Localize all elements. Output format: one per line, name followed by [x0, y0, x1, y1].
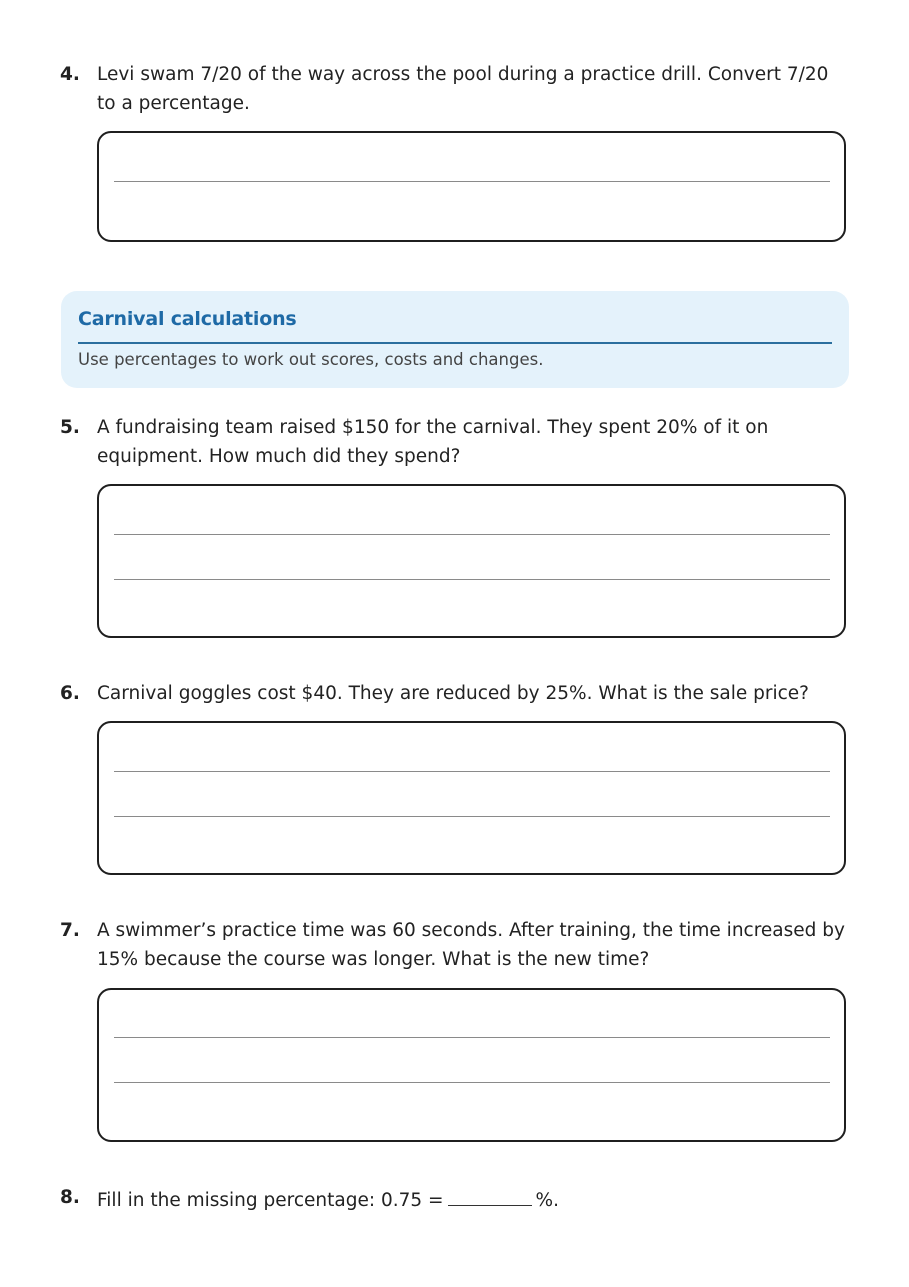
answer-line — [114, 1082, 830, 1083]
question-text-before: Fill in the missing percentage: 0.75 = — [97, 1190, 444, 1211]
question-number: 6. — [60, 683, 80, 704]
answer-line — [114, 534, 830, 535]
answer-box-5[interactable] — [97, 484, 846, 638]
answer-line — [114, 816, 830, 817]
question-text-after: %. — [535, 1190, 559, 1211]
question-text — [97, 1183, 850, 1215]
question-text: A swimmer’s practice time was 60 seconds. After training, the time increased by 15% because the course was longer. What is the new time? — [97, 920, 845, 970]
answer-line — [114, 181, 830, 182]
answer-box-7[interactable] — [97, 988, 846, 1142]
question-text: Levi swam 7/20 of the way across the pool during a practice drill. Convert 7/20 to a percentage. — [97, 64, 829, 114]
question-8 — [60, 1183, 850, 1215]
section-subtitle: Use percentages to work out scores, costs and changes. — [78, 350, 544, 369]
question-4 — [60, 60, 850, 118]
section-callout — [61, 291, 849, 388]
question-number: 7. — [60, 920, 80, 941]
question-6 — [60, 679, 850, 708]
answer-line — [114, 579, 830, 580]
question-number: 4. — [60, 64, 80, 85]
question-text: Carnival goggles cost $40. They are reduced by 25%. What is the sale price? — [97, 683, 809, 704]
answer-box-4[interactable] — [97, 131, 846, 242]
question-7 — [60, 916, 850, 974]
section-divider — [78, 342, 832, 344]
answer-line — [114, 1037, 830, 1038]
fill-in-blank[interactable] — [448, 1183, 532, 1206]
section-title: Carnival calculations — [78, 308, 297, 330]
question-number: 5. — [60, 417, 80, 438]
question-5 — [60, 413, 850, 471]
question-text: A fundraising team raised $150 for the carnival. They spent 20% of it on equipment. How much did they spend? — [97, 417, 769, 467]
question-number: 8. — [60, 1187, 80, 1208]
answer-box-6[interactable] — [97, 721, 846, 875]
answer-line — [114, 771, 830, 772]
